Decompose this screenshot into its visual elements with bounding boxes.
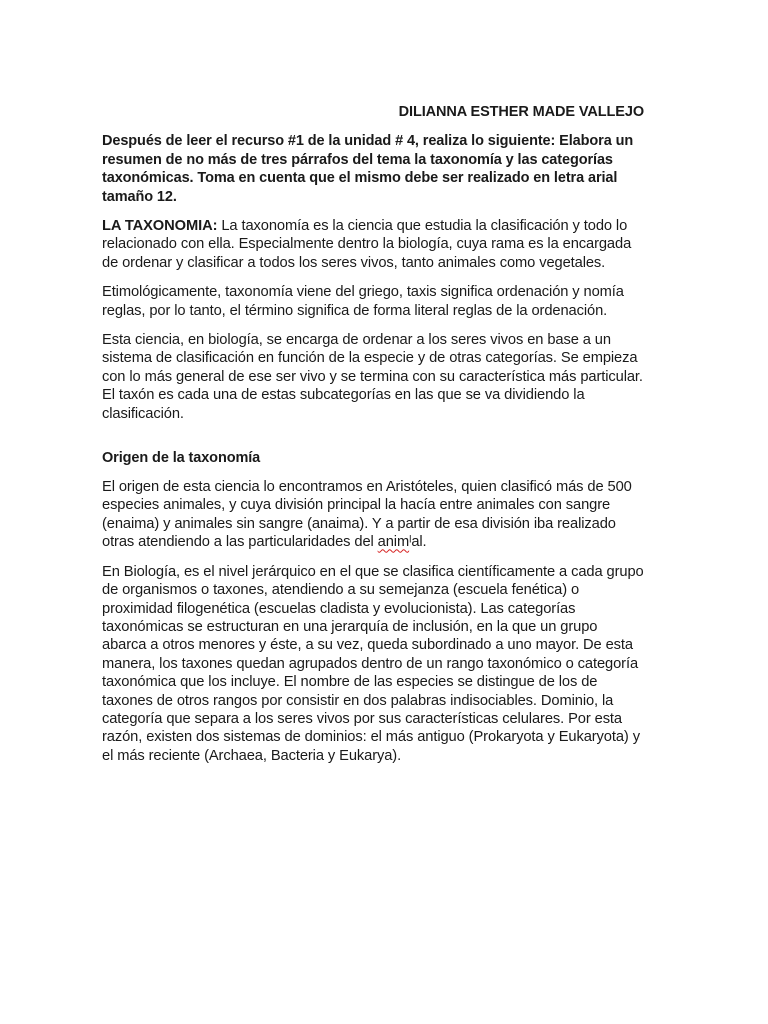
- document-page: [102, 102, 644, 776]
- origin-heading: Origen de la taxonomía: [102, 450, 261, 467]
- taxonomic-categories-paragraph: En Biología, es el nivel jerárquico en el que se clasifica científicamente a cada grupo de organismos o taxones, atendiendo a su semejanza (escuela fenética) o proximidad filogenética (escuelas cladista y evolucionista). Las categorías taxonómicas se estructuran en una jerarquía de inclusión, en la que un grupo abarca a otros menores y éste, a su vez, queda subordinado a uno mayor. De esta manera, los taxones quedan agrupados dentro de un rango taxonómico o categoría taxonómica que los incluye. El nombre de las especies se distingue de los de taxones de otros rangos por consistir en dos palabras indisociables. Dominio, la categoría que separa a los seres vivos por sus características celulares. Por esta razón, existen dos sistemas de dominios: el más antiguo (Prokaryota y Eukaryota) y el más reciente (Archaea, Bacteria y Eukarya).: [102, 563, 644, 764]
- origin-text-end: ˡal.: [409, 534, 427, 551]
- origin-text-start: El origen de esta ciencia lo encontramos en Aristóteles, quien clasificó más de 500 especies animales, y cuya división principal la hacía entre animales con sangre (enaima) y animales sin sangre (anaima). Y a partir de esa división iba realizado otras atendiendo a las particularidades del: [102, 479, 632, 551]
- classification-paragraph: Esta ciencia, en biología, se encarga de ordenar a los seres vivos en base a un sistema de clasificación en función de la especie y de otras categorías. Se empieza con lo más general de ese ser vivo y se termina con su característica más particular. El taxón es cada una de estas subcategorías en las que se va dividiendo la clasificación.: [102, 332, 643, 422]
- section-lead-label: LA TAXONOMIA:: [102, 218, 218, 234]
- definition-text: La taxonomía es la ciencia que estudia la clasificación y todo lo relacionado con ella. Especialmente dentro la biología, cuya rama es la encargada de ordenar y clasificar a todos los seres vivos, tanto animales como vegetales.: [102, 218, 632, 271]
- spellcheck-flagged-word: anim: [377, 534, 410, 551]
- etymology-paragraph: Etimológicamente, taxonomía viene del griego, taxis significa ordenación y nomía reglas, por lo tanto, el término significa de forma literal reglas de la ordenación.: [102, 284, 624, 319]
- taxonomy-definition-paragraph: [102, 217, 644, 272]
- section-spacer: [102, 434, 644, 449]
- author-name: DILIANNA ESTHER MADE VALLEJO: [398, 104, 644, 120]
- assignment-instructions: Después de leer el recurso #1 de la unidad # 4, realiza lo siguiente: Elabora un resumen de no más de tres párrafos del tema la taxonomía y las categorías taxonómicas. Toma en cuenta que el mismo debe ser realizado en letra arial tamaño 12.: [102, 133, 634, 205]
- origin-paragraph: [102, 478, 644, 552]
